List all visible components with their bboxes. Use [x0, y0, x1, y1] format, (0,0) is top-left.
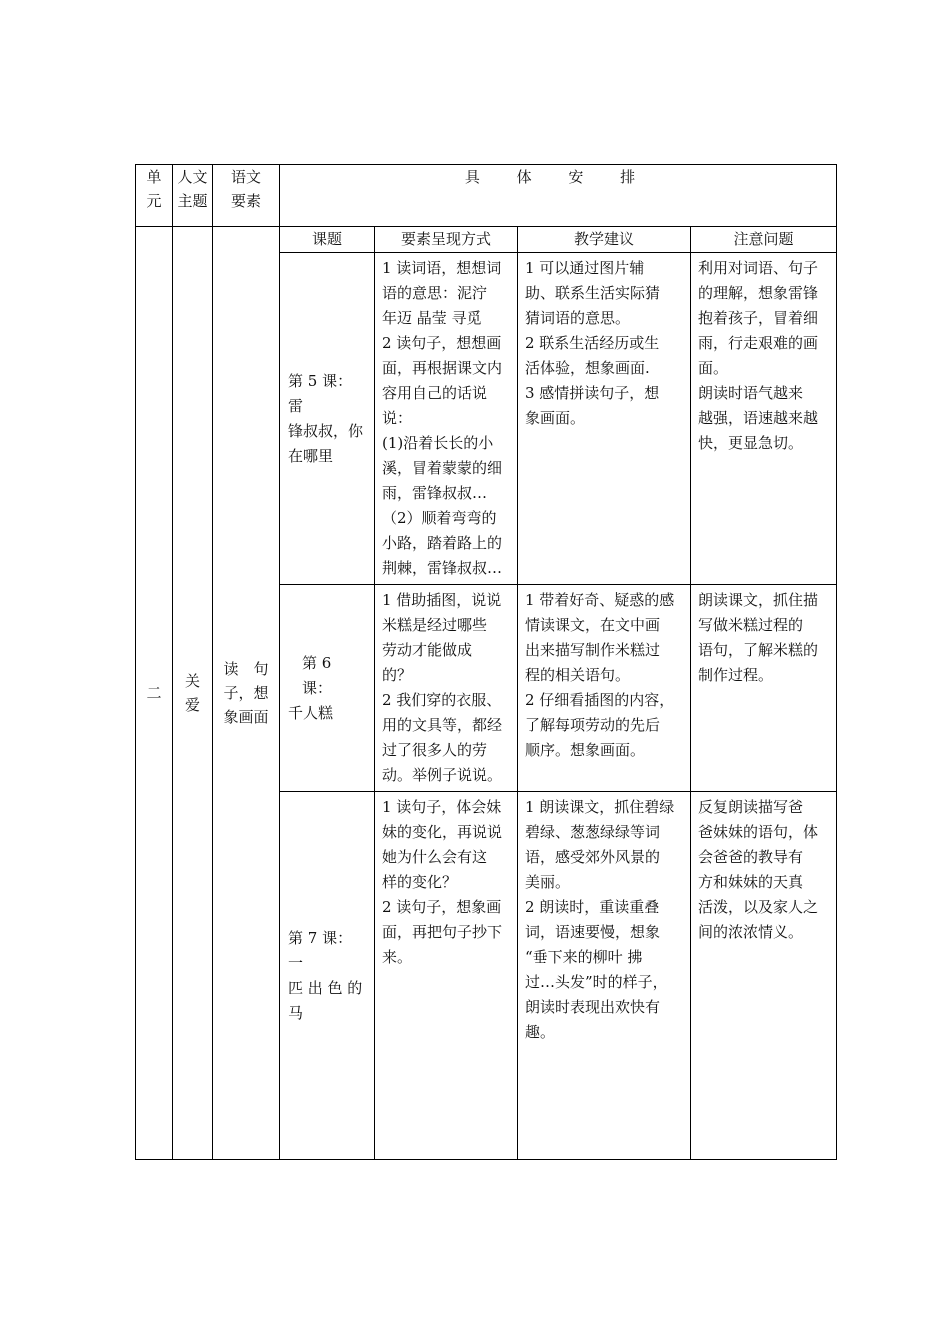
cell-content [691, 792, 836, 948]
text-line: 第 7 课：一 [288, 928, 353, 972]
text-line: 2 读句子，想象画 [382, 898, 502, 916]
notes-cell [691, 585, 837, 792]
text-line: (1)沿着长长的小 [382, 434, 494, 452]
text-line: 快，更显急切。 [698, 434, 804, 452]
text-line: 1 读句子，体会妹 [382, 798, 502, 816]
text-line: 的理解，想象雷锋 [698, 284, 819, 302]
text-line: 3 感情拼读句子，想 [525, 384, 660, 402]
presentation-cell [375, 585, 518, 792]
cell-content [518, 253, 690, 434]
text-line: 面。 [698, 359, 729, 377]
text-line: 第 5 课：雷 [288, 371, 353, 415]
cell-content [375, 585, 517, 791]
text-line: 了解每项劳动的先后 [525, 716, 661, 734]
text-line: 二 [146, 683, 162, 702]
header-row [136, 165, 837, 227]
presentation-cell [375, 792, 518, 1160]
header-unit [136, 165, 173, 227]
text-line: 反复朗读描写爸 [698, 798, 804, 816]
text-line: 样的变化？ [382, 873, 458, 891]
theme-cell [173, 227, 213, 1160]
text-line: 马 [288, 1003, 304, 1022]
text-line: 活体验，想象画面. [525, 359, 650, 377]
text-line: 劳动才能做成 [382, 641, 473, 659]
text-line: 碧绿、葱葱绿绿等词 [525, 823, 661, 841]
text-line: 朗读课文，抓住描 [698, 591, 819, 609]
text-line: 雨，雷锋叔叔… [382, 484, 488, 502]
column-notes: 注意问题 [691, 227, 837, 253]
text-line: 妹的变化，再说说 [382, 823, 503, 841]
text-line: 程的相关语句。 [525, 666, 631, 684]
text-line: 爱 [184, 696, 200, 714]
element-cell [213, 227, 280, 1160]
cell-content [691, 585, 836, 691]
header-theme [173, 165, 213, 227]
text-line: 2 仔细看插图的内容， [525, 691, 675, 709]
text-line: 语句，了解米糕的 [698, 641, 819, 659]
text-line: 2 我们穿的衣服、 [382, 691, 502, 709]
cell-content [213, 657, 279, 729]
text-line: 抱着孩子，冒着细 [698, 309, 819, 327]
text-line: 方和妹妹的天真 [698, 873, 804, 891]
lesson-title [280, 792, 375, 1160]
text-line: 顺序。想象画面。 [525, 741, 646, 759]
notes-cell [691, 253, 837, 585]
text-line: 2 朗读时，重读重叠 [525, 898, 660, 916]
text-line: 过…头发”时的样子， [525, 973, 668, 991]
text-line: 写做米糕过程的 [698, 616, 804, 634]
lesson-title [280, 253, 375, 585]
text-line: 元 [146, 192, 162, 210]
notes-cell [691, 792, 837, 1160]
suggestion-cell [518, 585, 691, 792]
text-line: 匹 出 色 的 [288, 978, 363, 997]
text-line: 关 [184, 672, 200, 690]
text-line: 语文 [230, 168, 261, 186]
text-line: （2）顺着弯弯的 [382, 509, 497, 527]
text-line: 在哪里 [288, 446, 334, 465]
text-line: 用的文具等，都经 [382, 716, 503, 734]
lesson-title [280, 585, 375, 792]
text-line: 要素 [230, 192, 261, 210]
text-line: 年迈 晶莹 寻觅 [382, 309, 482, 327]
text-line: 2 读句子，想想画 [382, 334, 502, 352]
text-line: 过了很多人的劳 [382, 741, 488, 759]
suggestion-cell [518, 792, 691, 1160]
text-line: 制作过程。 [698, 666, 774, 684]
text-line: 出来描写制作米糕过 [525, 641, 661, 659]
column-lesson: 课题 [280, 227, 375, 253]
cell-content [691, 253, 836, 459]
text-line: 利用对词语、句子 [698, 259, 819, 277]
text-line: 1 读词语，想想词 [382, 259, 502, 277]
column-suggestion: 教学建议 [518, 227, 691, 253]
text-line: 人文 [177, 168, 208, 186]
text-line: 美丽。 [525, 873, 571, 891]
suggestion-cell [518, 253, 691, 585]
cell-content [280, 651, 374, 726]
text-line: 面，再根据课文内 [382, 359, 503, 377]
text-line: 溪，冒着蒙蒙的细 [382, 459, 503, 477]
text-line: 语的意思：泥泞 [382, 284, 488, 302]
text-line: 米糕是经过哪些 [382, 616, 488, 634]
column-presentation: 要素呈现方式 [375, 227, 518, 253]
text-line: 容用自己的话说 [382, 384, 488, 402]
cell-content [518, 792, 690, 1048]
text-line: 来。 [382, 948, 413, 966]
text-line: 主题 [177, 192, 208, 210]
text-line: 小路，踏着路上的 [382, 534, 503, 552]
text-line: 朗读时表现出欢快有 [525, 998, 661, 1016]
text-line: “垂下来的柳叶 拂 [525, 948, 643, 966]
text-line: 象画面。 [525, 409, 586, 427]
text-line: 1 带着好奇、疑惑的感 [525, 591, 675, 609]
text-line: 动。举例子说说。 [382, 766, 503, 784]
text-line: 间的浓浓情义。 [698, 923, 804, 941]
cell-content [518, 585, 690, 766]
text-line: 1 可以通过图片辅 [525, 259, 645, 277]
text-line: 单 [146, 168, 162, 186]
text-line: 面，再把句子抄下 [382, 923, 503, 941]
text-line: 朗读时语气越来 [698, 384, 804, 402]
cell-content [280, 369, 374, 469]
text-line: 象画面 [223, 708, 269, 726]
teaching-plan-table [135, 164, 837, 1160]
text-line: 词，语速要慢，想象 [525, 923, 661, 941]
text-line: 猜词语的意思。 [525, 309, 631, 327]
text-line: 趣。 [525, 1023, 556, 1041]
text-line: 第 6 课： [302, 653, 333, 697]
cell-content [280, 926, 374, 1026]
presentation-cell [375, 253, 518, 585]
cell-content [375, 253, 517, 584]
cell-content [375, 792, 517, 973]
text-line: 爸妹妹的语句，体 [698, 823, 819, 841]
text-line: 1 借助插图，说说 [382, 591, 502, 609]
text-line: 子，想 [223, 684, 269, 702]
text-line: 情读课文，在文中画 [525, 616, 661, 634]
text-line: 千人糕 [288, 703, 334, 722]
text-line: 会爸爸的教导有 [698, 848, 804, 866]
text-line: 的？ [382, 666, 413, 684]
text-line: 1 朗读课文，抓住碧绿 [525, 798, 675, 816]
text-line: 她为什么会有这 [382, 848, 488, 866]
text-line: 具 体 安 排 [464, 168, 652, 186]
text-line: 雨，行走艰难的画 [698, 334, 819, 352]
text-line: 荆棘，雷锋叔叔… [382, 559, 503, 577]
text-line: 语，感受郊外风景的 [525, 848, 661, 866]
unit-cell [136, 227, 173, 1160]
header-element [213, 165, 280, 227]
text-line: 活泼，以及家人之 [698, 898, 819, 916]
text-line: 说： [382, 409, 413, 427]
text-line: 越强，语速越来越 [698, 409, 819, 427]
text-line: 助、联系生活实际猜 [525, 284, 661, 302]
text-line: 读 句 [223, 660, 269, 678]
text-line: 2 联系生活经历或生 [525, 334, 660, 352]
column-header-row [136, 227, 837, 253]
text-line: 锋叔叔，你 [288, 421, 364, 440]
header-arrangement [280, 165, 837, 227]
